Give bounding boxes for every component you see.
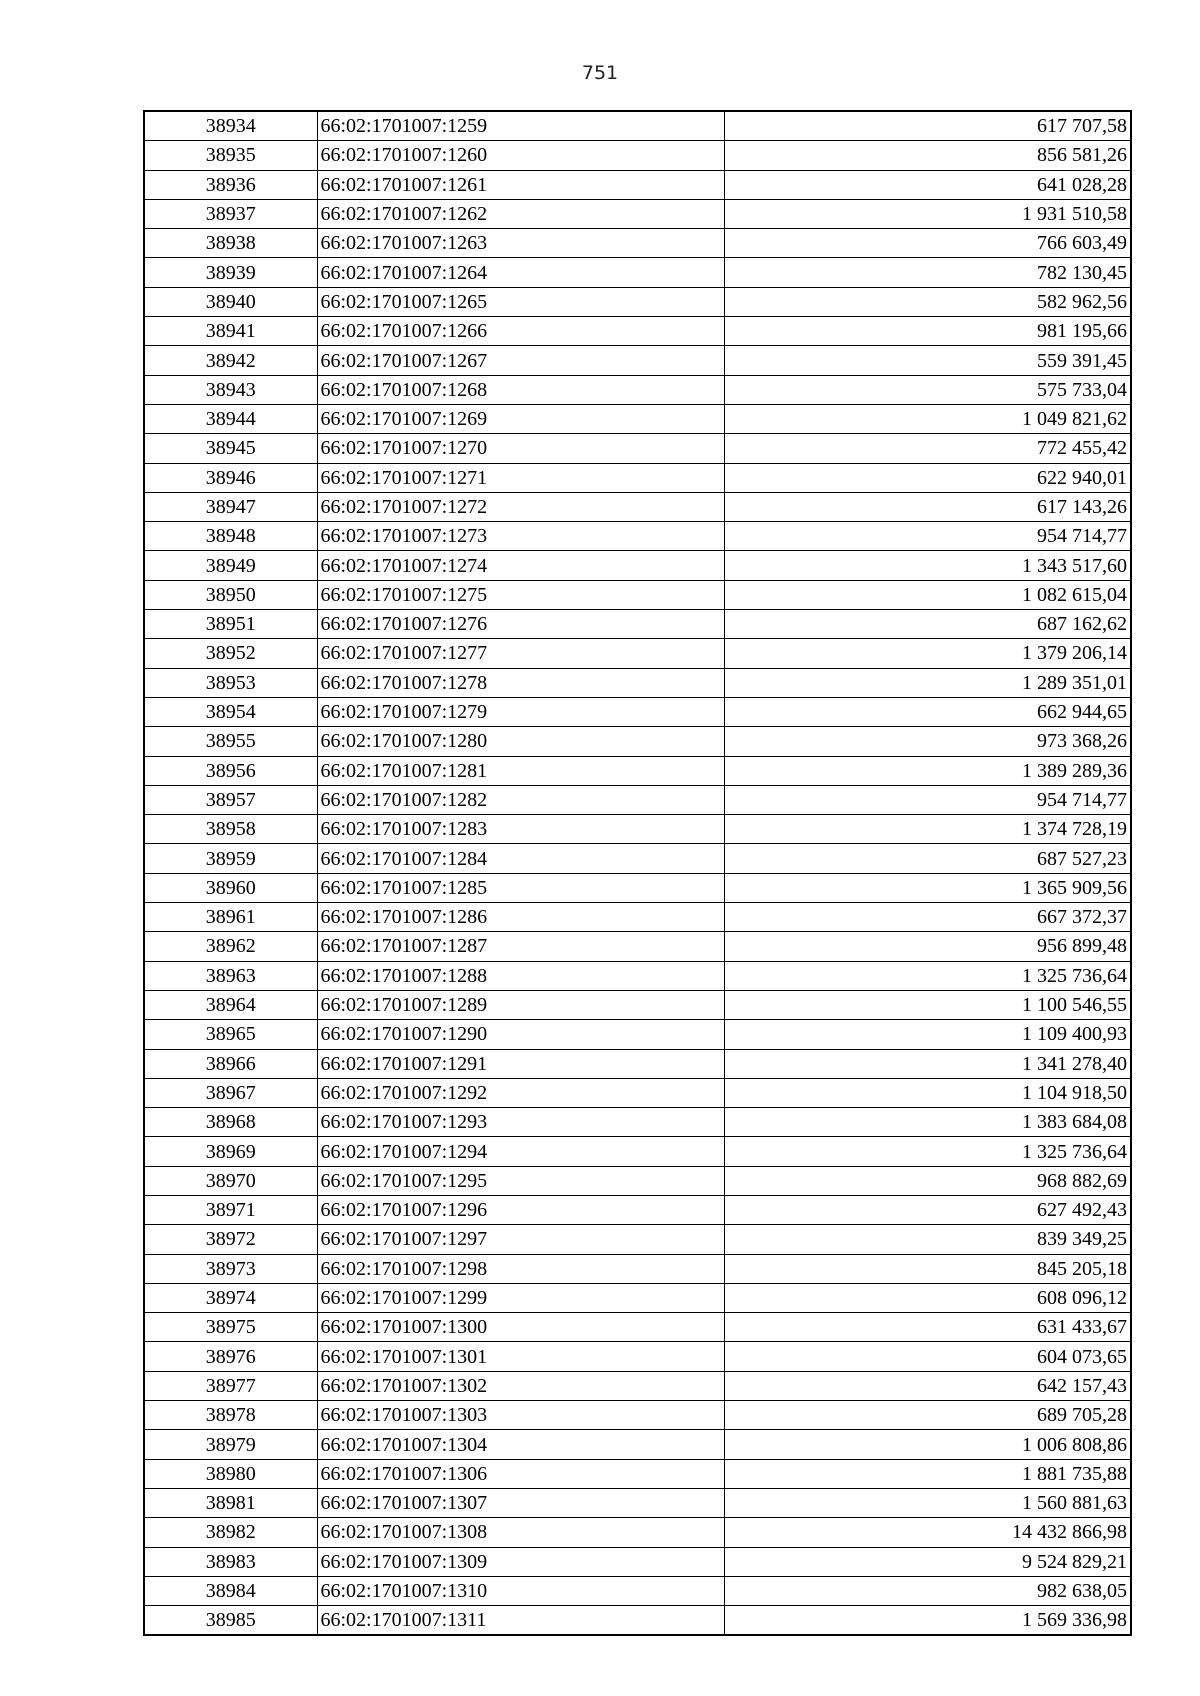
cadastral-number-cell: 66:02:1701007:1289 — [317, 990, 724, 1019]
table-row — [144, 639, 1131, 668]
value-cell: 845 205,18 — [724, 1254, 1131, 1283]
value-cell: 1 569 336,98 — [724, 1606, 1131, 1636]
cadastral-number-cell: 66:02:1701007:1308 — [317, 1518, 724, 1547]
cadastral-number-cell: 66:02:1701007:1292 — [317, 1078, 724, 1107]
row-number-cell: 38961 — [144, 903, 317, 932]
table-row — [144, 1049, 1131, 1078]
row-number-cell: 38974 — [144, 1283, 317, 1312]
table-row — [144, 1547, 1131, 1576]
table-row — [144, 815, 1131, 844]
row-number-cell: 38978 — [144, 1401, 317, 1430]
table-row — [144, 668, 1131, 697]
cadastral-number-cell: 66:02:1701007:1279 — [317, 697, 724, 726]
cadastral-number-cell: 66:02:1701007:1288 — [317, 961, 724, 990]
value-cell: 1 104 918,50 — [724, 1078, 1131, 1107]
value-cell: 559 391,45 — [724, 346, 1131, 375]
row-number-cell: 38960 — [144, 873, 317, 902]
row-number-cell: 38958 — [144, 815, 317, 844]
table-row — [144, 434, 1131, 463]
row-number-cell: 38966 — [144, 1049, 317, 1078]
value-cell: 782 130,45 — [724, 258, 1131, 287]
value-cell: 1 006 808,86 — [724, 1430, 1131, 1459]
row-number-cell: 38967 — [144, 1078, 317, 1107]
row-number-cell: 38962 — [144, 932, 317, 961]
table-row — [144, 1430, 1131, 1459]
row-number-cell: 38982 — [144, 1518, 317, 1547]
table-row — [144, 258, 1131, 287]
table-row — [144, 727, 1131, 756]
row-number-cell: 38968 — [144, 1108, 317, 1137]
row-number-cell: 38938 — [144, 229, 317, 258]
value-cell: 1 100 546,55 — [724, 990, 1131, 1019]
value-cell: 631 433,67 — [724, 1313, 1131, 1342]
table-row — [144, 463, 1131, 492]
cadastral-number-cell: 66:02:1701007:1293 — [317, 1108, 724, 1137]
value-cell: 667 372,37 — [724, 903, 1131, 932]
cadastral-number-cell: 66:02:1701007:1286 — [317, 903, 724, 932]
value-cell: 1 379 206,14 — [724, 639, 1131, 668]
value-cell: 954 714,77 — [724, 785, 1131, 814]
table-row — [144, 932, 1131, 961]
table-row — [144, 1488, 1131, 1517]
cadastral-number-cell: 66:02:1701007:1290 — [317, 1020, 724, 1049]
value-cell: 1 082 615,04 — [724, 580, 1131, 609]
cadastral-number-cell: 66:02:1701007:1270 — [317, 434, 724, 463]
cadastral-number-cell: 66:02:1701007:1298 — [317, 1254, 724, 1283]
row-number-cell: 38942 — [144, 346, 317, 375]
value-cell: 617 143,26 — [724, 492, 1131, 521]
table-row — [144, 580, 1131, 609]
row-number-cell: 38943 — [144, 375, 317, 404]
row-number-cell: 38981 — [144, 1488, 317, 1517]
table-row — [144, 844, 1131, 873]
table-row — [144, 492, 1131, 521]
cadastral-number-cell: 66:02:1701007:1261 — [317, 170, 724, 199]
cadastral-number-cell: 66:02:1701007:1273 — [317, 522, 724, 551]
value-cell: 1 109 400,93 — [724, 1020, 1131, 1049]
value-cell: 1 931 510,58 — [724, 199, 1131, 228]
value-cell: 642 157,43 — [724, 1371, 1131, 1400]
value-cell: 1 383 684,08 — [724, 1108, 1131, 1137]
cadastral-number-cell: 66:02:1701007:1294 — [317, 1137, 724, 1166]
cadastral-number-cell: 66:02:1701007:1275 — [317, 580, 724, 609]
table-row — [144, 1342, 1131, 1371]
cadastral-number-cell: 66:02:1701007:1306 — [317, 1459, 724, 1488]
cadastral-number-cell: 66:02:1701007:1297 — [317, 1225, 724, 1254]
value-cell: 662 944,65 — [724, 697, 1131, 726]
cadastral-number-cell: 66:02:1701007:1282 — [317, 785, 724, 814]
value-cell: 973 368,26 — [724, 727, 1131, 756]
row-number-cell: 38969 — [144, 1137, 317, 1166]
row-number-cell: 38936 — [144, 170, 317, 199]
value-cell: 582 962,56 — [724, 287, 1131, 316]
cadastral-number-cell: 66:02:1701007:1310 — [317, 1576, 724, 1605]
cadastral-number-cell: 66:02:1701007:1295 — [317, 1166, 724, 1195]
row-number-cell: 38975 — [144, 1313, 317, 1342]
table-row — [144, 1137, 1131, 1166]
value-cell: 766 603,49 — [724, 229, 1131, 258]
table-row — [144, 1371, 1131, 1400]
value-cell: 839 349,25 — [724, 1225, 1131, 1254]
row-number-cell: 38947 — [144, 492, 317, 521]
row-number-cell: 38971 — [144, 1195, 317, 1224]
row-number-cell: 38976 — [144, 1342, 317, 1371]
value-cell: 622 940,01 — [724, 463, 1131, 492]
value-cell: 1 365 909,56 — [724, 873, 1131, 902]
table-row — [144, 170, 1131, 199]
row-number-cell: 38979 — [144, 1430, 317, 1459]
table-row — [144, 1518, 1131, 1547]
table-row — [144, 1078, 1131, 1107]
cadastral-number-cell: 66:02:1701007:1283 — [317, 815, 724, 844]
value-cell: 687 162,62 — [724, 610, 1131, 639]
value-cell: 14 432 866,98 — [724, 1518, 1131, 1547]
table-row — [144, 1459, 1131, 1488]
cadastral-number-cell: 66:02:1701007:1277 — [317, 639, 724, 668]
table-row — [144, 1313, 1131, 1342]
value-cell: 1 341 278,40 — [724, 1049, 1131, 1078]
row-number-cell: 38937 — [144, 199, 317, 228]
row-number-cell: 38963 — [144, 961, 317, 990]
cadastral-number-cell: 66:02:1701007:1307 — [317, 1488, 724, 1517]
value-cell: 604 073,65 — [724, 1342, 1131, 1371]
cadastral-number-cell: 66:02:1701007:1309 — [317, 1547, 724, 1576]
value-cell: 856 581,26 — [724, 141, 1131, 170]
row-number-cell: 38935 — [144, 141, 317, 170]
cadastral-number-cell: 66:02:1701007:1263 — [317, 229, 724, 258]
table-row — [144, 1283, 1131, 1312]
table-row — [144, 551, 1131, 580]
cadastral-number-cell: 66:02:1701007:1303 — [317, 1401, 724, 1430]
table-row — [144, 141, 1131, 170]
table-row — [144, 1020, 1131, 1049]
cadastral-number-cell: 66:02:1701007:1280 — [317, 727, 724, 756]
row-number-cell: 38946 — [144, 463, 317, 492]
row-number-cell: 38956 — [144, 756, 317, 785]
cadastral-number-cell: 66:02:1701007:1271 — [317, 463, 724, 492]
table-row — [144, 1576, 1131, 1605]
table-row — [144, 903, 1131, 932]
page-number: 751 — [581, 62, 619, 84]
value-cell: 982 638,05 — [724, 1576, 1131, 1605]
value-cell: 617 707,58 — [724, 111, 1131, 141]
cadastral-number-cell: 66:02:1701007:1267 — [317, 346, 724, 375]
table-row — [144, 697, 1131, 726]
table-row — [144, 375, 1131, 404]
table-row — [144, 404, 1131, 433]
row-number-cell: 38980 — [144, 1459, 317, 1488]
row-number-cell: 38970 — [144, 1166, 317, 1195]
row-number-cell: 38954 — [144, 697, 317, 726]
table-row — [144, 346, 1131, 375]
row-number-cell: 38957 — [144, 785, 317, 814]
table-row — [144, 317, 1131, 346]
row-number-cell: 38965 — [144, 1020, 317, 1049]
cadastral-number-cell: 66:02:1701007:1272 — [317, 492, 724, 521]
table-row — [144, 873, 1131, 902]
row-number-cell: 38972 — [144, 1225, 317, 1254]
cadastral-number-cell: 66:02:1701007:1299 — [317, 1283, 724, 1312]
cadastral-number-cell: 66:02:1701007:1300 — [317, 1313, 724, 1342]
table-row — [144, 610, 1131, 639]
row-number-cell: 38973 — [144, 1254, 317, 1283]
table-row — [144, 229, 1131, 258]
table-row — [144, 1108, 1131, 1137]
cadastral-number-cell: 66:02:1701007:1285 — [317, 873, 724, 902]
row-number-cell: 38944 — [144, 404, 317, 433]
cadastral-number-cell: 66:02:1701007:1296 — [317, 1195, 724, 1224]
cadastral-number-cell: 66:02:1701007:1278 — [317, 668, 724, 697]
registry-table — [143, 110, 1132, 1636]
row-number-cell: 38984 — [144, 1576, 317, 1605]
cadastral-number-cell: 66:02:1701007:1260 — [317, 141, 724, 170]
value-cell: 772 455,42 — [724, 434, 1131, 463]
value-cell: 1 325 736,64 — [724, 1137, 1131, 1166]
value-cell: 1 343 517,60 — [724, 551, 1131, 580]
cadastral-number-cell: 66:02:1701007:1304 — [317, 1430, 724, 1459]
row-number-cell: 38953 — [144, 668, 317, 697]
value-cell: 1 049 821,62 — [724, 404, 1131, 433]
value-cell: 608 096,12 — [724, 1283, 1131, 1312]
row-number-cell: 38949 — [144, 551, 317, 580]
row-number-cell: 38977 — [144, 1371, 317, 1400]
cadastral-number-cell: 66:02:1701007:1287 — [317, 932, 724, 961]
table-row — [144, 1225, 1131, 1254]
row-number-cell: 38964 — [144, 990, 317, 1019]
row-number-cell: 38948 — [144, 522, 317, 551]
table-row — [144, 1401, 1131, 1430]
value-cell: 1 389 289,36 — [724, 756, 1131, 785]
cadastral-number-cell: 66:02:1701007:1291 — [317, 1049, 724, 1078]
value-cell: 1 881 735,88 — [724, 1459, 1131, 1488]
row-number-cell: 38941 — [144, 317, 317, 346]
cadastral-number-cell: 66:02:1701007:1301 — [317, 1342, 724, 1371]
value-cell: 627 492,43 — [724, 1195, 1131, 1224]
row-number-cell: 38934 — [144, 111, 317, 141]
row-number-cell: 38939 — [144, 258, 317, 287]
cadastral-number-cell: 66:02:1701007:1264 — [317, 258, 724, 287]
table-row — [144, 1606, 1131, 1636]
row-number-cell: 38983 — [144, 1547, 317, 1576]
row-number-cell: 38952 — [144, 639, 317, 668]
value-cell: 689 705,28 — [724, 1401, 1131, 1430]
table-row — [144, 111, 1131, 141]
table-row — [144, 756, 1131, 785]
table-row — [144, 961, 1131, 990]
value-cell: 9 524 829,21 — [724, 1547, 1131, 1576]
cadastral-number-cell: 66:02:1701007:1262 — [317, 199, 724, 228]
cadastral-number-cell: 66:02:1701007:1284 — [317, 844, 724, 873]
value-cell: 641 028,28 — [724, 170, 1131, 199]
table-row — [144, 990, 1131, 1019]
value-cell: 968 882,69 — [724, 1166, 1131, 1195]
table-row — [144, 199, 1131, 228]
table-row — [144, 287, 1131, 316]
row-number-cell: 38959 — [144, 844, 317, 873]
cadastral-number-cell: 66:02:1701007:1265 — [317, 287, 724, 316]
cadastral-number-cell: 66:02:1701007:1266 — [317, 317, 724, 346]
row-number-cell: 38940 — [144, 287, 317, 316]
cadastral-number-cell: 66:02:1701007:1268 — [317, 375, 724, 404]
cadastral-number-cell: 66:02:1701007:1276 — [317, 610, 724, 639]
cadastral-number-cell: 66:02:1701007:1311 — [317, 1606, 724, 1636]
value-cell: 1 374 728,19 — [724, 815, 1131, 844]
value-cell: 1 560 881,63 — [724, 1488, 1131, 1517]
cadastral-number-cell: 66:02:1701007:1259 — [317, 111, 724, 141]
row-number-cell: 38951 — [144, 610, 317, 639]
value-cell: 687 527,23 — [724, 844, 1131, 873]
row-number-cell: 38955 — [144, 727, 317, 756]
table-row — [144, 1166, 1131, 1195]
value-cell: 981 195,66 — [724, 317, 1131, 346]
value-cell: 956 899,48 — [724, 932, 1131, 961]
value-cell: 1 289 351,01 — [724, 668, 1131, 697]
value-cell: 1 325 736,64 — [724, 961, 1131, 990]
table-row — [144, 1195, 1131, 1224]
row-number-cell: 38985 — [144, 1606, 317, 1636]
cadastral-number-cell: 66:02:1701007:1274 — [317, 551, 724, 580]
table-row — [144, 1254, 1131, 1283]
row-number-cell: 38950 — [144, 580, 317, 609]
value-cell: 575 733,04 — [724, 375, 1131, 404]
table-row — [144, 785, 1131, 814]
registry-table-body — [144, 111, 1131, 1635]
table-row — [144, 522, 1131, 551]
value-cell: 954 714,77 — [724, 522, 1131, 551]
cadastral-number-cell: 66:02:1701007:1281 — [317, 756, 724, 785]
row-number-cell: 38945 — [144, 434, 317, 463]
cadastral-number-cell: 66:02:1701007:1269 — [317, 404, 724, 433]
cadastral-number-cell: 66:02:1701007:1302 — [317, 1371, 724, 1400]
